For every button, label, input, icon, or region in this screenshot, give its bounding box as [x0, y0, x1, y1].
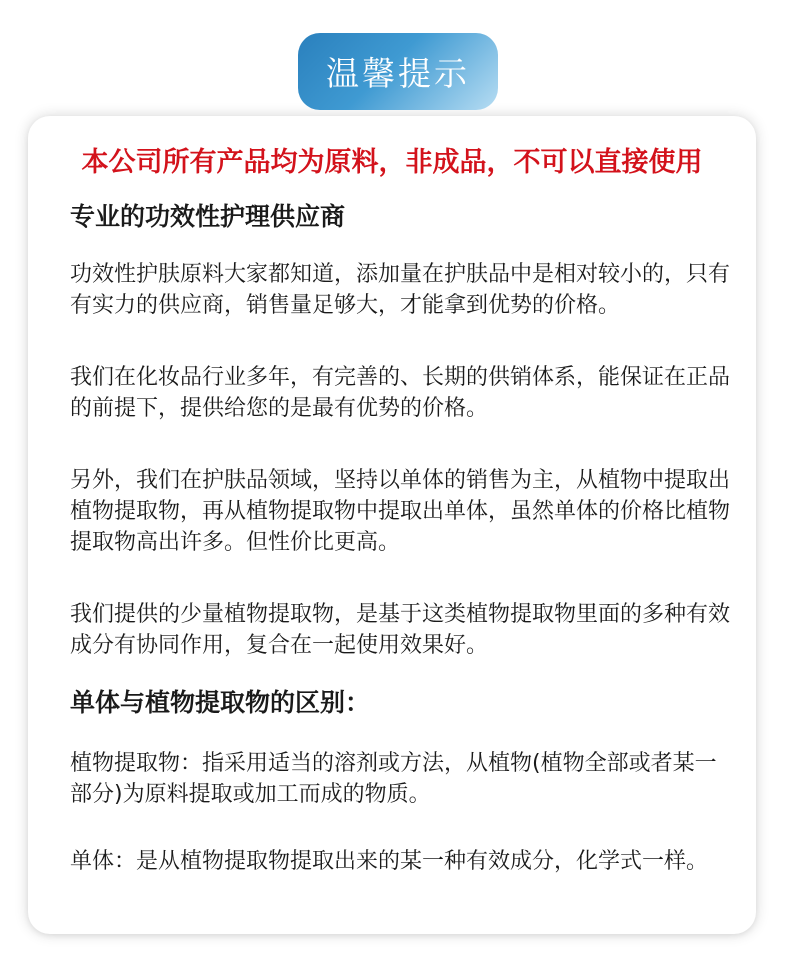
section-heading-difference: 单体与植物提取物的区别： — [70, 688, 371, 717]
tips-badge: 温馨提示 — [298, 33, 498, 110]
raw-material-notice: 本公司所有产品均为原料，非成品，不可以直接使用 — [81, 147, 703, 178]
section-heading-supplier: 专业的功效性护理供应商 — [70, 202, 346, 231]
paragraph-price-advantage: 功效性护肤原料大家都知道，添加量在护肤品中是相对较小的，只有有实力的供应商，销售量足够大，才能拿到优势的价格。 — [70, 262, 731, 318]
paragraph-monomer-focus: 另外，我们在护肤品领域，坚持以单体的销售为主，从植物中提取出植物提取物，再从植物提取物中提取出单体，虽然单体的价格比植物提取物高出许多。但性价比更高。 — [70, 468, 731, 555]
definition-monomer: 单体：是从植物提取物提取出来的某一种有效成分，化学式一样。 — [70, 849, 709, 874]
paragraph-plant-extract: 我们提供的少量植物提取物，是基于这类植物提取物里面的多种有效成分有协同作用，复合在一起使用效果好。 — [70, 602, 731, 658]
paragraph-supply-system: 我们在化妆品行业多年，有完善的、长期的供销体系，能保证在正品的前提下，提供给您的是最有优势的价格。 — [70, 365, 731, 421]
definition-plant-extract: 植物提取物：指采用适当的溶剂或方法，从植物(植物全部或者某一部分)为原料提取或加工而成的物质。 — [70, 751, 717, 807]
card-content — [70, 200, 730, 877]
